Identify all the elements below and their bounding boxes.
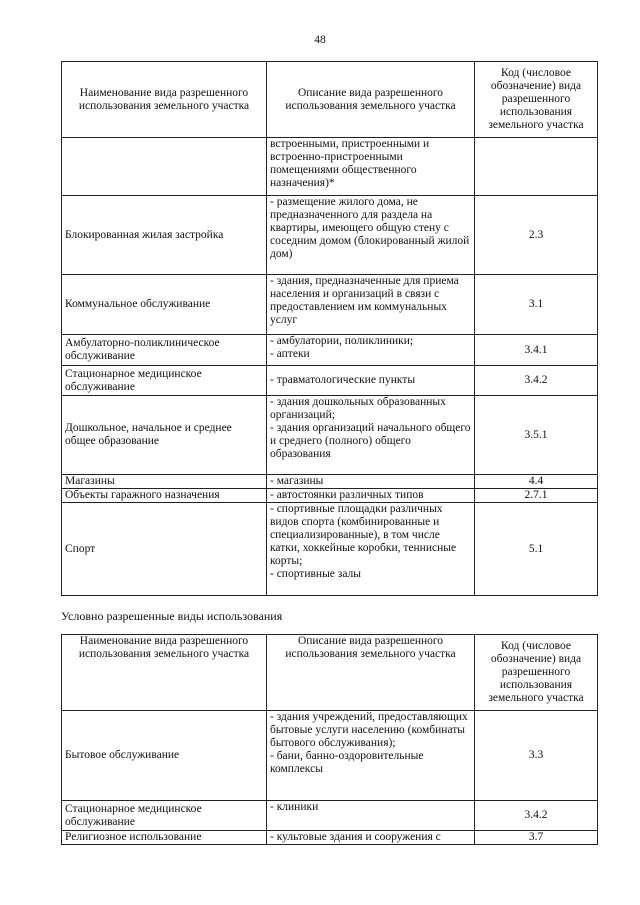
- table-row: [62, 196, 598, 275]
- section-heading: Условно разрешенные виды использования: [61, 609, 283, 623]
- cell-code: 5.1: [475, 503, 598, 596]
- cell-name: [62, 138, 267, 196]
- cell-description: встроенными, пристроенными и встроенно-пристроенными помещениями общественного назначения)*: [267, 138, 475, 196]
- cell-name: Объекты гаражного назначения: [62, 489, 267, 503]
- cell-code: 4.4: [475, 475, 598, 489]
- column-header-description: Описание вида разрешенного использования земельного участка: [267, 635, 475, 711]
- cell-code: 3.4.1: [475, 335, 598, 366]
- cell-description: - размещение жилого дома, не предназначенного для раздела на квартиры, имеющего общую стену с соседним домом (блокированный жилой дом): [267, 196, 475, 275]
- cell-description: - автостоянки различных типов: [267, 489, 475, 503]
- cell-description: - клиники: [267, 801, 475, 831]
- column-header-code: Код (числовое обозначение) вида разрешенного использования земельного участка: [475, 635, 598, 711]
- cell-name: Стационарное медицинское обслуживание: [62, 366, 267, 396]
- cell-name: Коммунальное обслуживание: [62, 275, 267, 335]
- cell-code: 3.5.1: [475, 396, 598, 475]
- cell-description: - здания учреждений, предоставляющих бытовые услуги населению (комбинаты бытового обслуживания); - бани, банно-оздоровительные комплексы: [267, 711, 475, 801]
- table-row: [62, 396, 598, 475]
- column-header-name: Наименование вида разрешенного использования земельного участка: [62, 62, 267, 138]
- cell-code: 3.1: [475, 275, 598, 335]
- cell-name: Дошкольное, начальное и среднее общее образование: [62, 396, 267, 475]
- cell-name: Религиозное использование: [62, 831, 267, 845]
- cell-description: - здания, предназначенные для приема населения и организаций в связи с предоставлением им коммунальных услуг: [267, 275, 475, 335]
- table-row: [62, 831, 598, 845]
- table-row: [62, 335, 598, 366]
- table-row: [62, 503, 598, 596]
- cell-code: 3.3: [475, 711, 598, 801]
- column-header-code: Код (числовое обозначение) вида разрешенного использования земельного участка: [475, 62, 598, 138]
- conditional-uses-table: [61, 634, 598, 845]
- cell-description: - амбулатории, поликлиники; - аптеки: [267, 335, 475, 366]
- cell-code: 2.7.1: [475, 489, 598, 503]
- cell-name: Бытовое обслуживание: [62, 711, 267, 801]
- page-number: 48: [314, 34, 326, 46]
- table-header-row: [62, 635, 598, 711]
- cell-name: Магазины: [62, 475, 267, 489]
- table-row: [62, 801, 598, 831]
- cell-description: - травматологические пункты: [267, 366, 475, 396]
- cell-name: Амбулаторно-поликлиническое обслуживание: [62, 335, 267, 366]
- table-row: [62, 275, 598, 335]
- cell-code: 3.7: [475, 831, 598, 845]
- cell-code: [475, 138, 598, 196]
- table-row: [62, 366, 598, 396]
- column-header-name: Наименование вида разрешенного использования земельного участка: [62, 635, 267, 711]
- cell-name: Блокированная жилая застройка: [62, 196, 267, 275]
- cell-description: - магазины: [267, 475, 475, 489]
- cell-code: 2.3: [475, 196, 598, 275]
- cell-name: Спорт: [62, 503, 267, 596]
- cell-name: Стационарное медицинское обслуживание: [62, 801, 267, 831]
- cell-code: 3.4.2: [475, 366, 598, 396]
- table-header-row: [62, 62, 598, 138]
- cell-description: - спортивные площадки различных видов спорта (комбинированные и специализированные), в том числе катки, хоккейные коробки, теннисные корты; - спортивные залы: [267, 503, 475, 596]
- cell-description: - здания дошкольных образованных организаций; - здания организаций начального общего и среднего (полного) общего образования: [267, 396, 475, 475]
- table-row: [62, 475, 598, 489]
- table-row: [62, 489, 598, 503]
- cell-code: 3.4.2: [475, 801, 598, 831]
- column-header-description: Описание вида разрешенного использования земельного участка: [267, 62, 475, 138]
- cell-description: - культовые здания и сооружения с: [267, 831, 475, 845]
- permitted-uses-table: [61, 61, 598, 596]
- table-row: [62, 711, 598, 801]
- table-row: [62, 138, 598, 196]
